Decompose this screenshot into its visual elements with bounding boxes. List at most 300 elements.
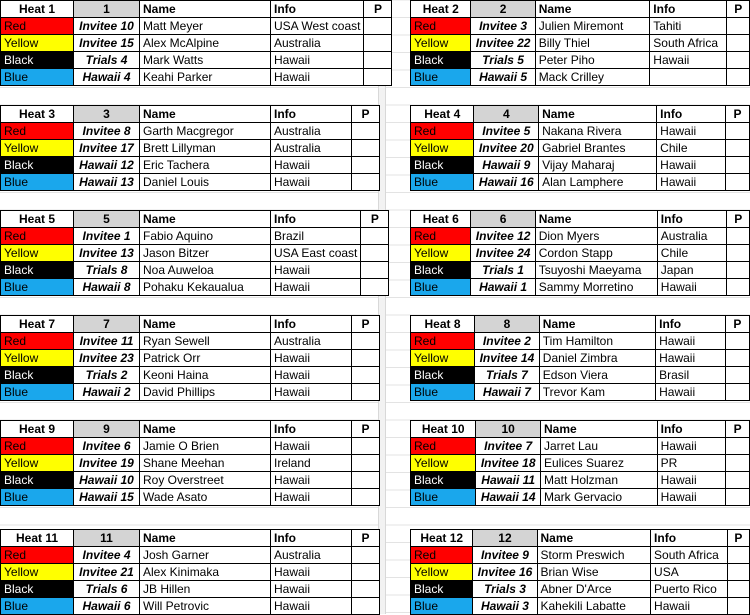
placing-cell[interactable]	[725, 384, 749, 401]
surfer-name-cell[interactable]: Pohaku Kekaualua	[140, 279, 271, 296]
lane-color-cell[interactable]: Red	[1, 123, 74, 140]
seed-code-cell[interactable]: Invitee 2	[475, 333, 540, 350]
lane-color-cell[interactable]: Yellow	[1, 35, 74, 52]
lane-color-cell[interactable]: Yellow	[1, 455, 74, 472]
surfer-name-cell[interactable]: Eric Tachera	[140, 157, 271, 174]
lane-color-cell[interactable]: Blue	[1, 69, 74, 86]
surfer-info-cell[interactable]: Puerto Rico	[651, 581, 728, 598]
p-column-header[interactable]: P	[364, 1, 392, 18]
surfer-info-cell[interactable]: USA West coast	[271, 18, 364, 35]
surfer-info-cell[interactable]: PR	[657, 455, 726, 472]
seed-code-cell[interactable]: Hawaii 9	[474, 157, 539, 174]
seed-code-cell[interactable]: Invitee 5	[474, 123, 539, 140]
placing-cell[interactable]	[726, 455, 750, 472]
lane-color-cell[interactable]: Yellow	[411, 350, 475, 367]
lane-color-cell[interactable]: Black	[411, 367, 475, 384]
surfer-name-cell[interactable]: Mark Watts	[140, 52, 271, 69]
p-column-header[interactable]: P	[727, 211, 750, 228]
seed-code-cell[interactable]: Invitee 18	[476, 455, 541, 472]
placing-cell[interactable]	[352, 123, 380, 140]
lane-color-cell[interactable]: Yellow	[1, 350, 74, 367]
lane-color-cell[interactable]: Red	[1, 333, 74, 350]
heat-label[interactable]: Heat 10	[411, 421, 476, 438]
lane-color-cell[interactable]: Black	[1, 262, 74, 279]
seed-code-cell[interactable]: Invitee 14	[475, 350, 540, 367]
surfer-name-cell[interactable]: Mack Crilley	[535, 69, 650, 86]
heat-label[interactable]: Heat 11	[1, 530, 74, 547]
surfer-name-cell[interactable]: Noa Auweloa	[140, 262, 271, 279]
surfer-name-cell[interactable]: Gabriel Brantes	[539, 140, 657, 157]
surfer-name-cell[interactable]: Wade Asato	[140, 489, 271, 506]
info-column-header[interactable]: Info	[271, 421, 352, 438]
surfer-info-cell[interactable]: USA East coast	[271, 245, 361, 262]
surfer-name-cell[interactable]: Kahekili Labatte	[537, 598, 651, 615]
surfer-info-cell[interactable]: Hawaii	[271, 174, 352, 191]
seed-code-cell[interactable]: Hawaii 2	[74, 384, 140, 401]
seed-code-cell[interactable]: Hawaii 15	[74, 489, 140, 506]
surfer-info-cell[interactable]: Hawaii	[271, 279, 361, 296]
surfer-info-cell[interactable]: Hawaii	[271, 581, 352, 598]
seed-code-cell[interactable]: Hawaii 4	[74, 69, 140, 86]
placing-cell[interactable]	[727, 69, 750, 86]
surfer-info-cell[interactable]: Hawaii	[657, 489, 726, 506]
placing-cell[interactable]	[726, 489, 750, 506]
surfer-info-cell[interactable]: Hawaii	[656, 384, 726, 401]
heat-label[interactable]: Heat 5	[1, 211, 74, 228]
seed-code-cell[interactable]: Trials 4	[74, 52, 140, 69]
surfer-name-cell[interactable]: Keoni Haina	[140, 367, 271, 384]
placing-cell[interactable]	[352, 367, 380, 384]
seed-code-cell[interactable]: Hawaii 1	[471, 279, 535, 296]
placing-cell[interactable]	[352, 333, 380, 350]
lane-color-cell[interactable]: Yellow	[411, 245, 471, 262]
surfer-info-cell[interactable]: Australia	[271, 333, 352, 350]
surfer-info-cell[interactable]: Australia	[657, 228, 727, 245]
surfer-info-cell[interactable]: Australia	[271, 123, 352, 140]
surfer-name-cell[interactable]: Garth Macgregor	[140, 123, 271, 140]
placing-cell[interactable]	[361, 245, 389, 262]
lane-color-cell[interactable]: Yellow	[1, 564, 74, 581]
heat-number[interactable]: 9	[74, 421, 140, 438]
placing-cell[interactable]	[352, 384, 380, 401]
seed-code-cell[interactable]: Trials 5	[471, 52, 535, 69]
heat-label[interactable]: Heat 1	[1, 1, 74, 18]
lane-color-cell[interactable]: Black	[411, 581, 473, 598]
placing-cell[interactable]	[727, 581, 749, 598]
placing-cell[interactable]	[352, 472, 380, 489]
placing-cell[interactable]	[361, 262, 389, 279]
heat-label[interactable]: Heat 3	[1, 106, 74, 123]
placing-cell[interactable]	[727, 262, 750, 279]
heat-label[interactable]: Heat 6	[411, 211, 471, 228]
info-column-header[interactable]: Info	[271, 211, 361, 228]
lane-color-cell[interactable]: Blue	[411, 69, 471, 86]
surfer-info-cell[interactable]: Hawaii	[657, 438, 726, 455]
surfer-info-cell[interactable]: Tahiti	[650, 18, 727, 35]
surfer-name-cell[interactable]: Alex Kinimaka	[140, 564, 271, 581]
p-column-header[interactable]: P	[727, 530, 749, 547]
seed-code-cell[interactable]: Invitee 17	[74, 140, 140, 157]
lane-color-cell[interactable]: Yellow	[1, 140, 74, 157]
heat-label[interactable]: Heat 2	[411, 1, 471, 18]
placing-cell[interactable]	[352, 489, 380, 506]
p-column-header[interactable]: P	[727, 1, 750, 18]
surfer-name-cell[interactable]: Mark Gervacio	[540, 489, 657, 506]
surfer-info-cell[interactable]: Hawaii	[271, 438, 352, 455]
surfer-info-cell[interactable]: Hawaii	[271, 598, 352, 615]
seed-code-cell[interactable]: Invitee 13	[74, 245, 140, 262]
placing-cell[interactable]	[727, 279, 750, 296]
surfer-info-cell[interactable]: Japan	[657, 262, 727, 279]
heat-label[interactable]: Heat 12	[411, 530, 473, 547]
seed-code-cell[interactable]: Trials 3	[473, 581, 537, 598]
info-column-header[interactable]: Info	[271, 530, 352, 547]
surfer-name-cell[interactable]: David Phillips	[140, 384, 271, 401]
seed-code-cell[interactable]: Hawaii 14	[476, 489, 541, 506]
placing-cell[interactable]	[725, 367, 749, 384]
surfer-info-cell[interactable]: Hawaii	[657, 174, 726, 191]
surfer-info-cell[interactable]: Hawaii	[657, 472, 726, 489]
surfer-info-cell[interactable]: Hawaii	[271, 489, 352, 506]
seed-code-cell[interactable]: Trials 1	[471, 262, 535, 279]
lane-color-cell[interactable]: Blue	[411, 489, 476, 506]
seed-code-cell[interactable]: Hawaii 10	[74, 472, 140, 489]
lane-color-cell[interactable]: Red	[411, 547, 473, 564]
p-column-header[interactable]: P	[361, 211, 389, 228]
placing-cell[interactable]	[352, 598, 380, 615]
lane-color-cell[interactable]: Black	[411, 52, 471, 69]
heat-number[interactable]: 3	[74, 106, 140, 123]
surfer-name-cell[interactable]: Julien Miremont	[535, 18, 650, 35]
surfer-name-cell[interactable]: Roy Overstreet	[140, 472, 271, 489]
placing-cell[interactable]	[727, 35, 750, 52]
placing-cell[interactable]	[726, 157, 750, 174]
surfer-name-cell[interactable]: Cordon Stapp	[535, 245, 657, 262]
placing-cell[interactable]	[352, 438, 380, 455]
p-column-header[interactable]: P	[725, 316, 749, 333]
placing-cell[interactable]	[361, 228, 389, 245]
lane-color-cell[interactable]: Blue	[1, 384, 74, 401]
surfer-name-cell[interactable]: Will Petrovic	[140, 598, 271, 615]
surfer-name-cell[interactable]: Matt Meyer	[140, 18, 271, 35]
surfer-name-cell[interactable]: Edson Viera	[539, 367, 655, 384]
placing-cell[interactable]	[352, 564, 380, 581]
info-column-header[interactable]: Info	[656, 316, 726, 333]
surfer-name-cell[interactable]: Shane Meehan	[140, 455, 271, 472]
placing-cell[interactable]	[725, 350, 749, 367]
surfer-info-cell[interactable]: Hawaii	[271, 367, 352, 384]
placing-cell[interactable]	[727, 52, 750, 69]
surfer-info-cell[interactable]: Hawaii	[656, 333, 726, 350]
surfer-name-cell[interactable]: Jarret Lau	[540, 438, 657, 455]
seed-code-cell[interactable]: Invitee 6	[74, 438, 140, 455]
seed-code-cell[interactable]: Invitee 4	[74, 547, 140, 564]
lane-color-cell[interactable]: Black	[411, 157, 474, 174]
p-column-header[interactable]: P	[726, 106, 750, 123]
lane-color-cell[interactable]: Yellow	[1, 245, 74, 262]
heat-label[interactable]: Heat 4	[411, 106, 474, 123]
heat-label[interactable]: Heat 7	[1, 316, 74, 333]
surfer-name-cell[interactable]: Josh Garner	[140, 547, 271, 564]
lane-color-cell[interactable]: Blue	[1, 489, 74, 506]
heat-number[interactable]: 11	[74, 530, 140, 547]
seed-code-cell[interactable]: Hawaii 6	[74, 598, 140, 615]
seed-code-cell[interactable]: Hawaii 8	[74, 279, 140, 296]
placing-cell[interactable]	[727, 564, 749, 581]
surfer-name-cell[interactable]: Dion Myers	[535, 228, 657, 245]
placing-cell[interactable]	[352, 350, 380, 367]
name-column-header[interactable]: Name	[539, 316, 655, 333]
heat-number[interactable]: 10	[476, 421, 541, 438]
info-column-header[interactable]: Info	[651, 530, 728, 547]
seed-code-cell[interactable]: Invitee 8	[74, 123, 140, 140]
p-column-header[interactable]: P	[352, 530, 380, 547]
heat-number[interactable]: 8	[475, 316, 540, 333]
placing-cell[interactable]	[726, 174, 750, 191]
seed-code-cell[interactable]: Hawaii 5	[471, 69, 535, 86]
seed-code-cell[interactable]: Hawaii 11	[476, 472, 541, 489]
lane-color-cell[interactable]: Black	[1, 52, 74, 69]
name-column-header[interactable]: Name	[140, 530, 271, 547]
p-column-header[interactable]: P	[352, 106, 380, 123]
heat-label[interactable]: Heat 8	[411, 316, 475, 333]
lane-color-cell[interactable]: Yellow	[411, 140, 474, 157]
surfer-name-cell[interactable]: Keahi Parker	[140, 69, 271, 86]
lane-color-cell[interactable]: Red	[411, 123, 474, 140]
surfer-name-cell[interactable]: Abner D'Arce	[537, 581, 651, 598]
lane-color-cell[interactable]: Black	[1, 157, 74, 174]
surfer-info-cell[interactable]: Hawaii	[656, 350, 726, 367]
lane-color-cell[interactable]: Blue	[1, 598, 74, 615]
heat-number[interactable]: 5	[74, 211, 140, 228]
surfer-name-cell[interactable]: Tsuyoshi Maeyama	[535, 262, 657, 279]
surfer-info-cell[interactable]: Hawaii	[271, 472, 352, 489]
surfer-info-cell[interactable]: Chile	[657, 140, 726, 157]
name-column-header[interactable]: Name	[540, 421, 657, 438]
heat-number[interactable]: 1	[74, 1, 140, 18]
seed-code-cell[interactable]: Invitee 22	[471, 35, 535, 52]
placing-cell[interactable]	[364, 18, 392, 35]
lane-color-cell[interactable]: Yellow	[411, 455, 476, 472]
lane-color-cell[interactable]: Yellow	[411, 35, 471, 52]
info-column-header[interactable]: Info	[271, 1, 364, 18]
lane-color-cell[interactable]: Black	[1, 367, 74, 384]
placing-cell[interactable]	[361, 279, 389, 296]
lane-color-cell[interactable]: Blue	[411, 384, 475, 401]
surfer-info-cell[interactable]: Hawaii	[657, 157, 726, 174]
heat-number[interactable]: 6	[471, 211, 535, 228]
p-column-header[interactable]: P	[352, 421, 380, 438]
lane-color-cell[interactable]: Black	[411, 262, 471, 279]
seed-code-cell[interactable]: Trials 6	[74, 581, 140, 598]
surfer-info-cell[interactable]: Hawaii	[271, 564, 352, 581]
lane-color-cell[interactable]: Blue	[411, 279, 471, 296]
surfer-info-cell[interactable]: Hawaii	[271, 157, 352, 174]
surfer-name-cell[interactable]: Billy Thiel	[535, 35, 650, 52]
seed-code-cell[interactable]: Invitee 7	[476, 438, 541, 455]
name-column-header[interactable]: Name	[535, 211, 657, 228]
surfer-name-cell[interactable]: Jason Bitzer	[140, 245, 271, 262]
lane-color-cell[interactable]: Red	[411, 438, 476, 455]
name-column-header[interactable]: Name	[140, 421, 271, 438]
p-column-header[interactable]: P	[352, 316, 380, 333]
placing-cell[interactable]	[725, 333, 749, 350]
placing-cell[interactable]	[726, 140, 750, 157]
name-column-header[interactable]: Name	[535, 1, 650, 18]
surfer-name-cell[interactable]: Vijay Maharaj	[539, 157, 657, 174]
surfer-info-cell[interactable]: Hawaii	[271, 384, 352, 401]
name-column-header[interactable]: Name	[537, 530, 651, 547]
name-column-header[interactable]: Name	[539, 106, 657, 123]
lane-color-cell[interactable]: Blue	[411, 598, 473, 615]
info-column-header[interactable]: Info	[650, 1, 727, 18]
surfer-info-cell[interactable]: Hawaii	[271, 52, 364, 69]
surfer-info-cell[interactable]: Australia	[271, 35, 364, 52]
placing-cell[interactable]	[352, 140, 380, 157]
info-column-header[interactable]: Info	[271, 316, 352, 333]
lane-color-cell[interactable]: Red	[1, 438, 74, 455]
lane-color-cell[interactable]: Black	[1, 472, 74, 489]
placing-cell[interactable]	[352, 455, 380, 472]
lane-color-cell[interactable]: Red	[411, 228, 471, 245]
seed-code-cell[interactable]: Invitee 24	[471, 245, 535, 262]
surfer-info-cell[interactable]: Hawaii	[650, 52, 727, 69]
placing-cell[interactable]	[364, 52, 392, 69]
surfer-info-cell[interactable]: Australia	[271, 547, 352, 564]
surfer-name-cell[interactable]: Patrick Orr	[140, 350, 271, 367]
surfer-name-cell[interactable]: Peter Piho	[535, 52, 650, 69]
surfer-name-cell[interactable]: Nakana Rivera	[539, 123, 657, 140]
seed-code-cell[interactable]: Invitee 20	[474, 140, 539, 157]
surfer-info-cell[interactable]: Brazil	[271, 228, 361, 245]
placing-cell[interactable]	[726, 472, 750, 489]
surfer-info-cell[interactable]: USA	[651, 564, 728, 581]
placing-cell[interactable]	[727, 547, 749, 564]
seed-code-cell[interactable]: Invitee 11	[74, 333, 140, 350]
surfer-name-cell[interactable]: Trevor Kam	[539, 384, 655, 401]
surfer-name-cell[interactable]: Matt Holzman	[540, 472, 657, 489]
surfer-info-cell[interactable]: Hawaii	[657, 123, 726, 140]
name-column-header[interactable]: Name	[140, 316, 271, 333]
heat-number[interactable]: 7	[74, 316, 140, 333]
placing-cell[interactable]	[364, 69, 392, 86]
lane-color-cell[interactable]: Blue	[1, 279, 74, 296]
seed-code-cell[interactable]: Trials 7	[475, 367, 540, 384]
p-column-header[interactable]: P	[726, 421, 750, 438]
surfer-info-cell[interactable]: Ireland	[271, 455, 352, 472]
placing-cell[interactable]	[364, 35, 392, 52]
surfer-info-cell[interactable]: Chile	[657, 245, 727, 262]
lane-color-cell[interactable]: Yellow	[411, 564, 473, 581]
lane-color-cell[interactable]: Black	[1, 581, 74, 598]
name-column-header[interactable]: Name	[140, 1, 271, 18]
surfer-info-cell[interactable]: Brasil	[656, 367, 726, 384]
lane-color-cell[interactable]: Red	[1, 547, 74, 564]
seed-code-cell[interactable]: Invitee 3	[471, 18, 535, 35]
info-column-header[interactable]: Info	[657, 211, 727, 228]
surfer-info-cell[interactable]: Hawaii	[271, 350, 352, 367]
seed-code-cell[interactable]: Hawaii 12	[74, 157, 140, 174]
seed-code-cell[interactable]: Hawaii 13	[74, 174, 140, 191]
placing-cell[interactable]	[352, 174, 380, 191]
surfer-name-cell[interactable]: Jamie O Brien	[140, 438, 271, 455]
surfer-name-cell[interactable]: Ryan Sewell	[140, 333, 271, 350]
info-column-header[interactable]: Info	[271, 106, 352, 123]
seed-code-cell[interactable]: Invitee 15	[74, 35, 140, 52]
info-column-header[interactable]: Info	[657, 421, 726, 438]
lane-color-cell[interactable]: Red	[411, 333, 475, 350]
seed-code-cell[interactable]: Invitee 16	[473, 564, 537, 581]
placing-cell[interactable]	[352, 581, 380, 598]
placing-cell[interactable]	[352, 157, 380, 174]
surfer-name-cell[interactable]: Alex McAlpine	[140, 35, 271, 52]
seed-code-cell[interactable]: Invitee 12	[471, 228, 535, 245]
lane-color-cell[interactable]: Red	[411, 18, 471, 35]
heat-number[interactable]: 4	[474, 106, 539, 123]
heat-number[interactable]: 12	[473, 530, 537, 547]
surfer-name-cell[interactable]: Brian Wise	[537, 564, 651, 581]
surfer-info-cell[interactable]: Hawaii	[271, 69, 364, 86]
lane-color-cell[interactable]: Red	[1, 18, 74, 35]
seed-code-cell[interactable]: Invitee 21	[74, 564, 140, 581]
seed-code-cell[interactable]: Invitee 23	[74, 350, 140, 367]
info-column-header[interactable]: Info	[657, 106, 726, 123]
placing-cell[interactable]	[727, 245, 750, 262]
surfer-name-cell[interactable]: Eulices Suarez	[540, 455, 657, 472]
seed-code-cell[interactable]: Invitee 9	[473, 547, 537, 564]
surfer-name-cell[interactable]: Sammy Morretino	[535, 279, 657, 296]
lane-color-cell[interactable]: Black	[411, 472, 476, 489]
surfer-name-cell[interactable]: JB Hillen	[140, 581, 271, 598]
placing-cell[interactable]	[727, 228, 750, 245]
heat-label[interactable]: Heat 9	[1, 421, 74, 438]
surfer-info-cell[interactable]: Hawaii	[651, 598, 728, 615]
surfer-name-cell[interactable]: Brett Lillyman	[140, 140, 271, 157]
seed-code-cell[interactable]: Invitee 19	[74, 455, 140, 472]
seed-code-cell[interactable]: Hawaii 7	[475, 384, 540, 401]
seed-code-cell[interactable]: Invitee 1	[74, 228, 140, 245]
surfer-name-cell[interactable]: Daniel Zimbra	[539, 350, 655, 367]
surfer-info-cell[interactable]: Australia	[271, 140, 352, 157]
seed-code-cell[interactable]: Trials 2	[74, 367, 140, 384]
surfer-name-cell[interactable]: Daniel Louis	[140, 174, 271, 191]
seed-code-cell[interactable]: Hawaii 16	[474, 174, 539, 191]
surfer-info-cell[interactable]: South Africa	[651, 547, 728, 564]
surfer-name-cell[interactable]: Alan Lamphere	[539, 174, 657, 191]
name-column-header[interactable]: Name	[140, 211, 271, 228]
surfer-info-cell[interactable]	[650, 69, 727, 86]
surfer-info-cell[interactable]: Hawaii	[657, 279, 727, 296]
surfer-name-cell[interactable]: Tim Hamilton	[539, 333, 655, 350]
lane-color-cell[interactable]: Blue	[1, 174, 74, 191]
lane-color-cell[interactable]: Blue	[411, 174, 474, 191]
placing-cell[interactable]	[726, 438, 750, 455]
seed-code-cell[interactable]: Hawaii 3	[473, 598, 537, 615]
name-column-header[interactable]: Name	[140, 106, 271, 123]
placing-cell[interactable]	[727, 598, 749, 615]
placing-cell[interactable]	[727, 18, 750, 35]
placing-cell[interactable]	[352, 547, 380, 564]
surfer-name-cell[interactable]: Fabio Aquino	[140, 228, 271, 245]
lane-color-cell[interactable]: Red	[1, 228, 74, 245]
surfer-info-cell[interactable]: Hawaii	[271, 262, 361, 279]
surfer-info-cell[interactable]: South Africa	[650, 35, 727, 52]
seed-code-cell[interactable]: Invitee 10	[74, 18, 140, 35]
heat-number[interactable]: 2	[471, 1, 535, 18]
surfer-name-cell[interactable]: Storm Preswich	[537, 547, 651, 564]
placing-cell[interactable]	[726, 123, 750, 140]
seed-code-cell[interactable]: Trials 8	[74, 262, 140, 279]
